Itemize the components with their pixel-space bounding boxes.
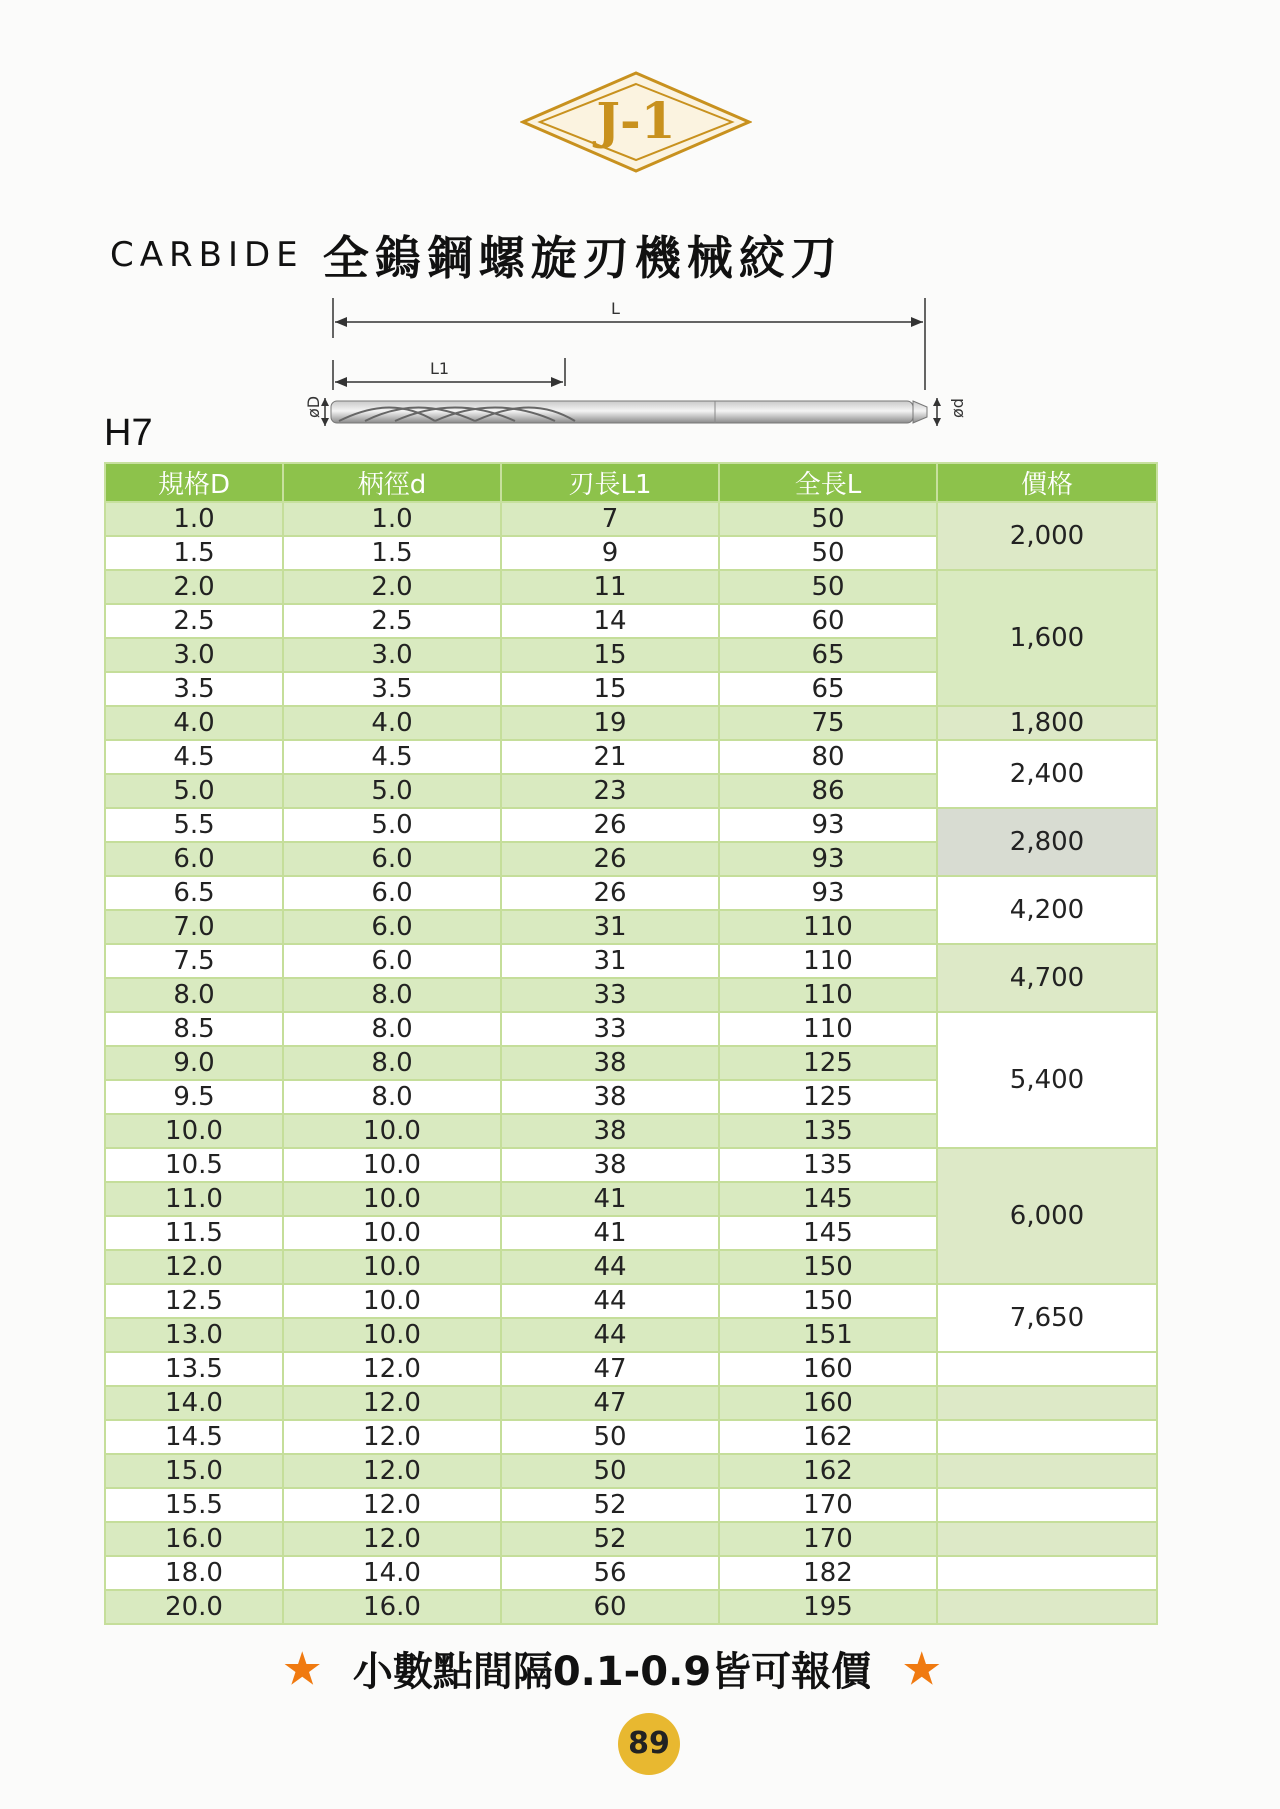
cell-overall-length: 145 <box>719 1182 937 1216</box>
cell-price <box>937 1590 1157 1624</box>
table-row <box>105 1454 1157 1488</box>
label-d: ød <box>948 398 967 418</box>
cell-overall-length: 50 <box>719 570 937 604</box>
cell-shank-d: 4.5 <box>283 740 501 774</box>
page-title <box>110 222 1110 285</box>
cell-spec-d: 14.0 <box>105 1386 283 1420</box>
cell-overall-length: 110 <box>719 978 937 1012</box>
table-row <box>105 570 1157 604</box>
cell-price: 5,400 <box>937 1012 1157 1148</box>
table-row <box>105 1590 1157 1624</box>
table-row <box>105 502 1157 536</box>
table-row <box>105 1386 1157 1420</box>
cell-spec-d: 20.0 <box>105 1590 283 1624</box>
cell-spec-d: 10.5 <box>105 1148 283 1182</box>
cell-spec-d: 2.0 <box>105 570 283 604</box>
cell-price <box>937 1454 1157 1488</box>
table-row <box>105 876 1157 910</box>
spec-table <box>104 462 1158 1625</box>
cell-overall-length: 135 <box>719 1114 937 1148</box>
cell-overall-length: 125 <box>719 1046 937 1080</box>
cell-flute-length: 38 <box>501 1080 719 1114</box>
cell-overall-length: 170 <box>719 1522 937 1556</box>
cell-price <box>937 1556 1157 1590</box>
cell-overall-length: 162 <box>719 1454 937 1488</box>
cell-price <box>937 1488 1157 1522</box>
cell-overall-length: 195 <box>719 1590 937 1624</box>
header-spec-d: 規格D <box>105 463 283 502</box>
header-overall-length: 全長L <box>719 463 937 502</box>
cell-flute-length: 52 <box>501 1522 719 1556</box>
cell-spec-d: 16.0 <box>105 1522 283 1556</box>
cell-spec-d: 3.5 <box>105 672 283 706</box>
cell-flute-length: 41 <box>501 1182 719 1216</box>
cell-flute-length: 50 <box>501 1420 719 1454</box>
cell-overall-length: 125 <box>719 1080 937 1114</box>
title-chinese: 全鎢鋼螺旋刃機械絞刀 <box>322 231 843 285</box>
brand-logo <box>520 70 752 174</box>
cell-flute-length: 15 <box>501 638 719 672</box>
cell-flute-length: 15 <box>501 672 719 706</box>
cell-spec-d: 4.0 <box>105 706 283 740</box>
cell-shank-d: 12.0 <box>283 1488 501 1522</box>
cell-spec-d: 7.0 <box>105 910 283 944</box>
cell-flute-length: 31 <box>501 944 719 978</box>
cell-price <box>937 1420 1157 1454</box>
table-row <box>105 808 1157 842</box>
cell-spec-d: 7.5 <box>105 944 283 978</box>
cell-overall-length: 80 <box>719 740 937 774</box>
cell-flute-length: 26 <box>501 876 719 910</box>
cell-price: 6,000 <box>937 1148 1157 1284</box>
cell-overall-length: 162 <box>719 1420 937 1454</box>
cell-shank-d: 12.0 <box>283 1420 501 1454</box>
page-number: 89 <box>618 1713 680 1775</box>
cell-shank-d: 5.0 <box>283 774 501 808</box>
cell-shank-d: 8.0 <box>283 1012 501 1046</box>
cell-spec-d: 4.5 <box>105 740 283 774</box>
reamer-diagram <box>285 290 975 450</box>
title-english: CARBIDE <box>110 235 304 275</box>
cell-spec-d: 14.5 <box>105 1420 283 1454</box>
cell-price <box>937 1522 1157 1556</box>
cell-overall-length: 50 <box>719 502 937 536</box>
cell-spec-d: 1.5 <box>105 536 283 570</box>
cell-spec-d: 8.5 <box>105 1012 283 1046</box>
cell-overall-length: 50 <box>719 536 937 570</box>
cell-shank-d: 10.0 <box>283 1182 501 1216</box>
star-icon: ★ <box>901 1641 943 1696</box>
cell-spec-d: 15.5 <box>105 1488 283 1522</box>
cell-overall-length: 110 <box>719 1012 937 1046</box>
cell-flute-length: 41 <box>501 1216 719 1250</box>
table-row <box>105 1488 1157 1522</box>
cell-overall-length: 65 <box>719 638 937 672</box>
cell-overall-length: 150 <box>719 1250 937 1284</box>
table-body <box>105 502 1157 1624</box>
cell-flute-length: 7 <box>501 502 719 536</box>
label-L: L <box>611 299 620 318</box>
cell-spec-d: 6.0 <box>105 842 283 876</box>
cell-shank-d: 10.0 <box>283 1114 501 1148</box>
cell-flute-length: 60 <box>501 1590 719 1624</box>
cell-spec-d: 11.0 <box>105 1182 283 1216</box>
table-row <box>105 740 1157 774</box>
table-row <box>105 1522 1157 1556</box>
cell-flute-length: 44 <box>501 1284 719 1318</box>
cell-flute-length: 33 <box>501 978 719 1012</box>
cell-shank-d: 16.0 <box>283 1590 501 1624</box>
cell-shank-d: 10.0 <box>283 1250 501 1284</box>
cell-flute-length: 9 <box>501 536 719 570</box>
cell-flute-length: 26 <box>501 842 719 876</box>
cell-shank-d: 5.0 <box>283 808 501 842</box>
cell-spec-d: 9.5 <box>105 1080 283 1114</box>
cell-shank-d: 10.0 <box>283 1148 501 1182</box>
cell-spec-d: 15.0 <box>105 1454 283 1488</box>
cell-price: 2,800 <box>937 808 1157 876</box>
cell-flute-length: 33 <box>501 1012 719 1046</box>
table-row <box>105 1420 1157 1454</box>
star-icon: ★ <box>281 1641 323 1696</box>
footer-note <box>262 1640 962 1696</box>
cell-shank-d: 8.0 <box>283 978 501 1012</box>
cell-shank-d: 2.0 <box>283 570 501 604</box>
table-row <box>105 1012 1157 1046</box>
cell-flute-length: 23 <box>501 774 719 808</box>
cell-shank-d: 8.0 <box>283 1046 501 1080</box>
cell-flute-length: 47 <box>501 1352 719 1386</box>
cell-shank-d: 6.0 <box>283 944 501 978</box>
cell-shank-d: 10.0 <box>283 1284 501 1318</box>
cell-overall-length: 170 <box>719 1488 937 1522</box>
cell-spec-d: 11.5 <box>105 1216 283 1250</box>
cell-flute-length: 44 <box>501 1318 719 1352</box>
cell-flute-length: 52 <box>501 1488 719 1522</box>
cell-spec-d: 6.5 <box>105 876 283 910</box>
cell-price: 2,400 <box>937 740 1157 808</box>
cell-overall-length: 150 <box>719 1284 937 1318</box>
cell-flute-length: 26 <box>501 808 719 842</box>
cell-flute-length: 21 <box>501 740 719 774</box>
cell-flute-length: 44 <box>501 1250 719 1284</box>
cell-price <box>937 1386 1157 1420</box>
cell-shank-d: 4.0 <box>283 706 501 740</box>
cell-shank-d: 10.0 <box>283 1216 501 1250</box>
cell-shank-d: 8.0 <box>283 1080 501 1114</box>
cell-price: 1,800 <box>937 706 1157 740</box>
cell-overall-length: 145 <box>719 1216 937 1250</box>
cell-spec-d: 18.0 <box>105 1556 283 1590</box>
cell-overall-length: 110 <box>719 944 937 978</box>
cell-shank-d: 6.0 <box>283 876 501 910</box>
cell-flute-length: 50 <box>501 1454 719 1488</box>
cell-price: 7,650 <box>937 1284 1157 1352</box>
cell-shank-d: 12.0 <box>283 1386 501 1420</box>
header-shank-d: 柄徑d <box>283 463 501 502</box>
cell-overall-length: 65 <box>719 672 937 706</box>
cell-overall-length: 60 <box>719 604 937 638</box>
cell-shank-d: 2.5 <box>283 604 501 638</box>
cell-spec-d: 8.0 <box>105 978 283 1012</box>
table-row <box>105 1284 1157 1318</box>
cell-shank-d: 6.0 <box>283 842 501 876</box>
cell-spec-d: 2.5 <box>105 604 283 638</box>
cell-shank-d: 10.0 <box>283 1318 501 1352</box>
cell-overall-length: 93 <box>719 842 937 876</box>
cell-flute-length: 56 <box>501 1556 719 1590</box>
cell-overall-length: 160 <box>719 1352 937 1386</box>
cell-spec-d: 13.5 <box>105 1352 283 1386</box>
cell-overall-length: 75 <box>719 706 937 740</box>
table-header-row <box>105 463 1157 502</box>
cell-spec-d: 3.0 <box>105 638 283 672</box>
cell-flute-length: 38 <box>501 1148 719 1182</box>
cell-spec-d: 12.0 <box>105 1250 283 1284</box>
cell-spec-d: 5.0 <box>105 774 283 808</box>
table-row <box>105 1352 1157 1386</box>
cell-spec-d: 12.5 <box>105 1284 283 1318</box>
cell-spec-d: 13.0 <box>105 1318 283 1352</box>
cell-shank-d: 3.5 <box>283 672 501 706</box>
logo-text: J-1 <box>596 91 676 150</box>
cell-price: 1,600 <box>937 570 1157 706</box>
cell-shank-d: 12.0 <box>283 1454 501 1488</box>
table-row <box>105 1148 1157 1182</box>
cell-flute-length: 47 <box>501 1386 719 1420</box>
cell-shank-d: 12.0 <box>283 1352 501 1386</box>
cell-shank-d: 1.0 <box>283 502 501 536</box>
cell-overall-length: 110 <box>719 910 937 944</box>
cell-flute-length: 38 <box>501 1114 719 1148</box>
cell-price <box>937 1352 1157 1386</box>
cell-shank-d: 6.0 <box>283 910 501 944</box>
cell-shank-d: 14.0 <box>283 1556 501 1590</box>
cell-overall-length: 93 <box>719 876 937 910</box>
cell-flute-length: 31 <box>501 910 719 944</box>
cell-flute-length: 11 <box>501 570 719 604</box>
label-L1: L1 <box>430 359 450 378</box>
table-row <box>105 944 1157 978</box>
cell-overall-length: 135 <box>719 1148 937 1182</box>
cell-price: 2,000 <box>937 502 1157 570</box>
cell-shank-d: 1.5 <box>283 536 501 570</box>
table-row <box>105 706 1157 740</box>
cell-overall-length: 160 <box>719 1386 937 1420</box>
cell-price: 4,700 <box>937 944 1157 1012</box>
cell-overall-length: 86 <box>719 774 937 808</box>
cell-overall-length: 151 <box>719 1318 937 1352</box>
note-text: 小數點間隔0.1-0.9皆可報價 <box>352 1649 872 1695</box>
label-D: øD <box>304 395 323 418</box>
cell-shank-d: 3.0 <box>283 638 501 672</box>
tolerance-label: H7 <box>104 412 153 454</box>
cell-overall-length: 182 <box>719 1556 937 1590</box>
cell-spec-d: 10.0 <box>105 1114 283 1148</box>
cell-spec-d: 5.5 <box>105 808 283 842</box>
cell-flute-length: 38 <box>501 1046 719 1080</box>
cell-shank-d: 12.0 <box>283 1522 501 1556</box>
table-row <box>105 1556 1157 1590</box>
cell-overall-length: 93 <box>719 808 937 842</box>
header-flute-length: 刃長L1 <box>501 463 719 502</box>
cell-spec-d: 9.0 <box>105 1046 283 1080</box>
cell-spec-d: 1.0 <box>105 502 283 536</box>
cell-flute-length: 14 <box>501 604 719 638</box>
header-price: 價格 <box>937 463 1157 502</box>
cell-flute-length: 19 <box>501 706 719 740</box>
cell-price: 4,200 <box>937 876 1157 944</box>
